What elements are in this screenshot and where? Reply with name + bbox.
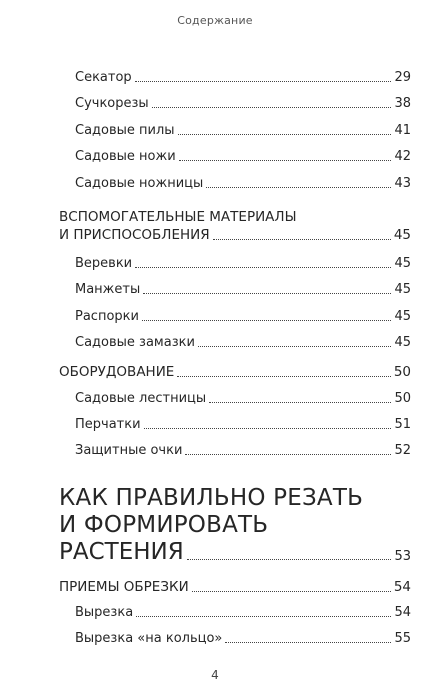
chapter-title-line1: КАК ПРАВИЛЬНО РЕЗАТЬ	[59, 485, 364, 511]
toc-entry-title: Садовые замазки	[75, 335, 195, 350]
toc-entry-title: Садовые ножи	[75, 149, 176, 164]
dot-leader	[198, 346, 392, 347]
dot-leader	[213, 239, 391, 240]
toc-entry-rasporki	[75, 309, 411, 325]
toc-entry-page: 52	[394, 443, 411, 458]
section-title-line1: ВСПОМОГАТЕЛЬНЫЕ МАТЕРИАЛЫ	[59, 209, 297, 225]
toc-entry-page: 51	[394, 417, 411, 432]
dot-leader	[142, 320, 391, 321]
dot-leader	[187, 559, 392, 560]
toc-entry-page: 54	[393, 579, 411, 595]
dot-leader	[178, 134, 392, 135]
toc-entry-zamazki	[75, 335, 411, 351]
dot-leader	[192, 591, 391, 592]
dot-leader	[136, 616, 391, 617]
toc-entry-page: 29	[394, 70, 411, 85]
toc-entry-page: 45	[394, 282, 411, 297]
dot-leader	[135, 81, 392, 82]
dot-leader	[225, 642, 391, 643]
section-title: ОБОРУДОВАНИЕ	[59, 364, 175, 380]
toc-entry-title: Веревки	[75, 256, 133, 271]
toc-entry-title: Вырезка	[75, 605, 134, 620]
dot-leader	[152, 107, 392, 108]
toc-entry-page: 55	[394, 631, 411, 646]
toc-entry-sekator	[75, 70, 411, 86]
toc-entry-page: 53	[394, 549, 411, 564]
toc-section-equipment	[59, 364, 411, 381]
chapter-title-line2: И ФОРМИРОВАТЬ	[59, 512, 269, 538]
toc-entry-title: Манжеты	[75, 282, 141, 297]
toc-chapter	[59, 540, 411, 565]
toc-entry-manzhety	[75, 282, 411, 298]
toc-section-pruning	[59, 579, 411, 596]
dot-leader	[135, 267, 391, 268]
page-number: 4	[211, 668, 219, 682]
toc-entry-perchatki	[75, 417, 411, 433]
dot-leader	[209, 402, 391, 403]
toc-entry-page: 54	[394, 605, 411, 620]
section-title-line2: И ПРИСПОСОБЛЕНИЯ	[59, 227, 210, 243]
toc-entry-page: 45	[394, 256, 411, 271]
dot-leader	[144, 428, 392, 429]
toc-entry-title: Вырезка «на кольцо»	[75, 631, 223, 646]
toc-entry-vyrezka-kolco	[75, 631, 411, 647]
toc-entry-page: 43	[394, 176, 411, 191]
section-title: ПРИЕМЫ ОБРЕЗКИ	[59, 579, 189, 595]
toc-section-materials	[59, 227, 411, 244]
toc-entry-suchkorezy	[75, 96, 411, 112]
dot-leader	[206, 187, 391, 188]
toc-entry-title: Садовые ножницы	[75, 176, 204, 191]
page-header: Содержание	[177, 14, 253, 27]
toc-entry-title: Садовые лестницы	[75, 391, 207, 406]
toc-entry-page: 45	[394, 309, 411, 324]
toc-entry-verevki	[75, 256, 411, 272]
toc-entry-ochki	[75, 443, 411, 459]
toc-entry-title: Секатор	[75, 70, 132, 85]
toc-entry-page: 50	[393, 364, 411, 380]
toc-entry-page: 45	[393, 227, 411, 243]
dot-leader	[143, 293, 391, 294]
toc-entry-title: Распорки	[75, 309, 139, 324]
toc-entry-title: Перчатки	[75, 417, 141, 432]
toc-entry-page: 38	[394, 96, 411, 111]
toc-entry-lestnitsy	[75, 391, 411, 407]
toc-entry-title: Защитные очки	[75, 443, 183, 458]
toc-entry-title: Сучкорезы	[75, 96, 149, 111]
toc-entry-page: 45	[394, 335, 411, 350]
toc-entry-page: 42	[394, 149, 411, 164]
chapter-title-line3: РАСТЕНИЯ	[59, 539, 184, 565]
toc-entry-title: Садовые пилы	[75, 123, 175, 138]
toc-entry-nozhnitsy	[75, 176, 411, 192]
dot-leader	[179, 160, 392, 161]
dot-leader	[177, 376, 390, 377]
toc-entry-page: 50	[394, 391, 411, 406]
toc-entry-nozhi	[75, 149, 411, 165]
toc-entry-pily	[75, 123, 411, 139]
toc-entry-vyrezka	[75, 605, 411, 621]
toc-entry-page: 41	[394, 123, 411, 138]
dot-leader	[185, 454, 391, 455]
